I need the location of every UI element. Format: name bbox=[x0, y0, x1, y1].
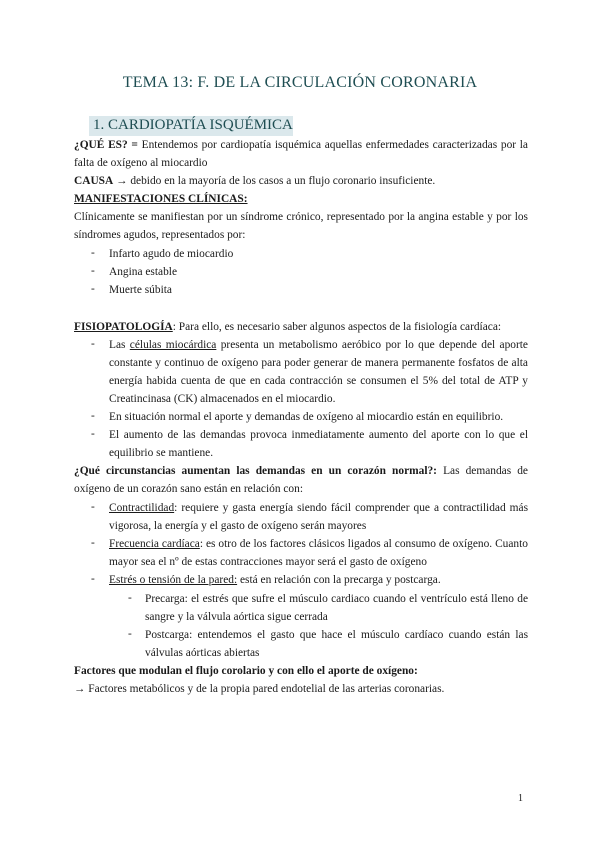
list-dash: - bbox=[91, 338, 95, 350]
factores-heading: Factores que modulan el flujo corolario y con ello el aporte de oxígeno: bbox=[74, 665, 418, 677]
list-item: Infarto agudo de miocardio bbox=[109, 248, 234, 260]
circ-c1-line1: Contractilidad: requiere y gasta energía siendo fácil comprender que a contractilidad más bbox=[109, 502, 528, 514]
circ-question: ¿Qué circunstancias aumentan las demandas en un corazón normal?: Las demandas de bbox=[74, 465, 528, 477]
fisio-b1-line1: Las células miocárdica presenta un metabolismo aeróbico por lo que depende del aporte bbox=[109, 339, 528, 351]
fisio-b3-line2: equilibrio se mantiene. bbox=[109, 447, 214, 459]
manifestaciones-heading: MANIFESTACIONES CLÍNICAS: bbox=[74, 193, 248, 205]
fisio-b2: En situación normal el aporte y demandas de oxígeno al miocardio están en equilibrio. bbox=[109, 411, 504, 423]
list-dash: - bbox=[128, 592, 132, 604]
manifestaciones-line2: síndromes agudos, representados por: bbox=[74, 229, 246, 241]
list-dash: - bbox=[91, 410, 95, 422]
fisio-b3-line1: El aumento de las demandas provoca inmediatamente aumento del aporte con lo que el bbox=[109, 429, 528, 441]
page-title: TEMA 13: F. DE LA CIRCULACIÓN CORONARIA bbox=[122, 74, 478, 91]
list-dash: - bbox=[91, 247, 95, 259]
postcarga-line2: válvulas aórticas abiertas bbox=[145, 647, 260, 659]
section-heading bbox=[89, 116, 293, 136]
causa-line: CAUSA → debido en la mayoría de los casos a un flujo coronario insuficiente. bbox=[74, 175, 436, 187]
list-item: Muerte súbita bbox=[109, 284, 172, 296]
manifestaciones-line1: Clínicamente se manifiestan por un síndrome crónico, representado por la angina estable y por los bbox=[74, 211, 528, 223]
precarga-line2: sangre y la válvula aórtica sigue cerrada bbox=[145, 611, 328, 623]
list-dash: - bbox=[91, 537, 95, 549]
fisio-intro: FISIOPATOLOGÍA: Para ello, es necesario saber algunos aspectos de la fisiología cardíaca: bbox=[74, 321, 502, 333]
circ-line2: oxígeno de un corazón sano están en relación con: bbox=[74, 483, 303, 495]
fisio-b1-line2: constante y continuo de oxígeno para poder generar de manera permanente fosfatos de alta bbox=[109, 357, 528, 369]
list-dash: - bbox=[91, 428, 95, 440]
section-heading-text: 1. CARDIOPATÍA ISQUÉMICA bbox=[93, 117, 293, 133]
factores-line: → Factores metabólicos y de la propia pared endotelial de las arterias coronarias. bbox=[74, 683, 445, 695]
list-dash: - bbox=[91, 573, 95, 585]
circ-c3-line1: Estrés o tensión de la pared: está en relación con la precarga y postcarga. bbox=[109, 574, 441, 586]
fisio-b1-line4: Creatincinasa (CK) almacenados en el miocardio. bbox=[109, 393, 336, 405]
circ-c2-line1: Frecuencia cardíaca: es otro de los factores clásicos ligados al consumo de oxígeno. Cuanto bbox=[109, 538, 528, 550]
page-number: 1 bbox=[518, 793, 523, 804]
list-dash: - bbox=[91, 283, 95, 295]
fisio-b1-line3: energía habida cuenta de que en cada contracción se consumen el 5% del total de ATP y bbox=[109, 375, 528, 387]
list-dash: - bbox=[91, 265, 95, 277]
postcarga-line1: Postcarga: entendemos el gasto que hace el músculo cardíaco cuando están las bbox=[145, 629, 528, 641]
que-es-line1: ¿QUÉ ES? = Entendemos por cardiopatía isquémica aquellas enfermedades caracterizadas por la bbox=[74, 139, 528, 151]
circ-c1-line2: vigorosa, la energía y el gasto de oxígeno serán mayores bbox=[109, 520, 367, 532]
circ-c2-line2: mayor sea el nº de estas contracciones mayor será el gasto de oxígeno bbox=[109, 556, 427, 568]
precarga-line1: Precarga: el estrés que sufre el músculo cardiaco cuando el ventrículo está lleno de bbox=[145, 593, 528, 605]
list-dash: - bbox=[91, 501, 95, 513]
que-es-line2: falta de oxígeno al miocardio bbox=[74, 157, 208, 169]
list-dash: - bbox=[128, 628, 132, 640]
list-item: Angina estable bbox=[109, 266, 178, 278]
